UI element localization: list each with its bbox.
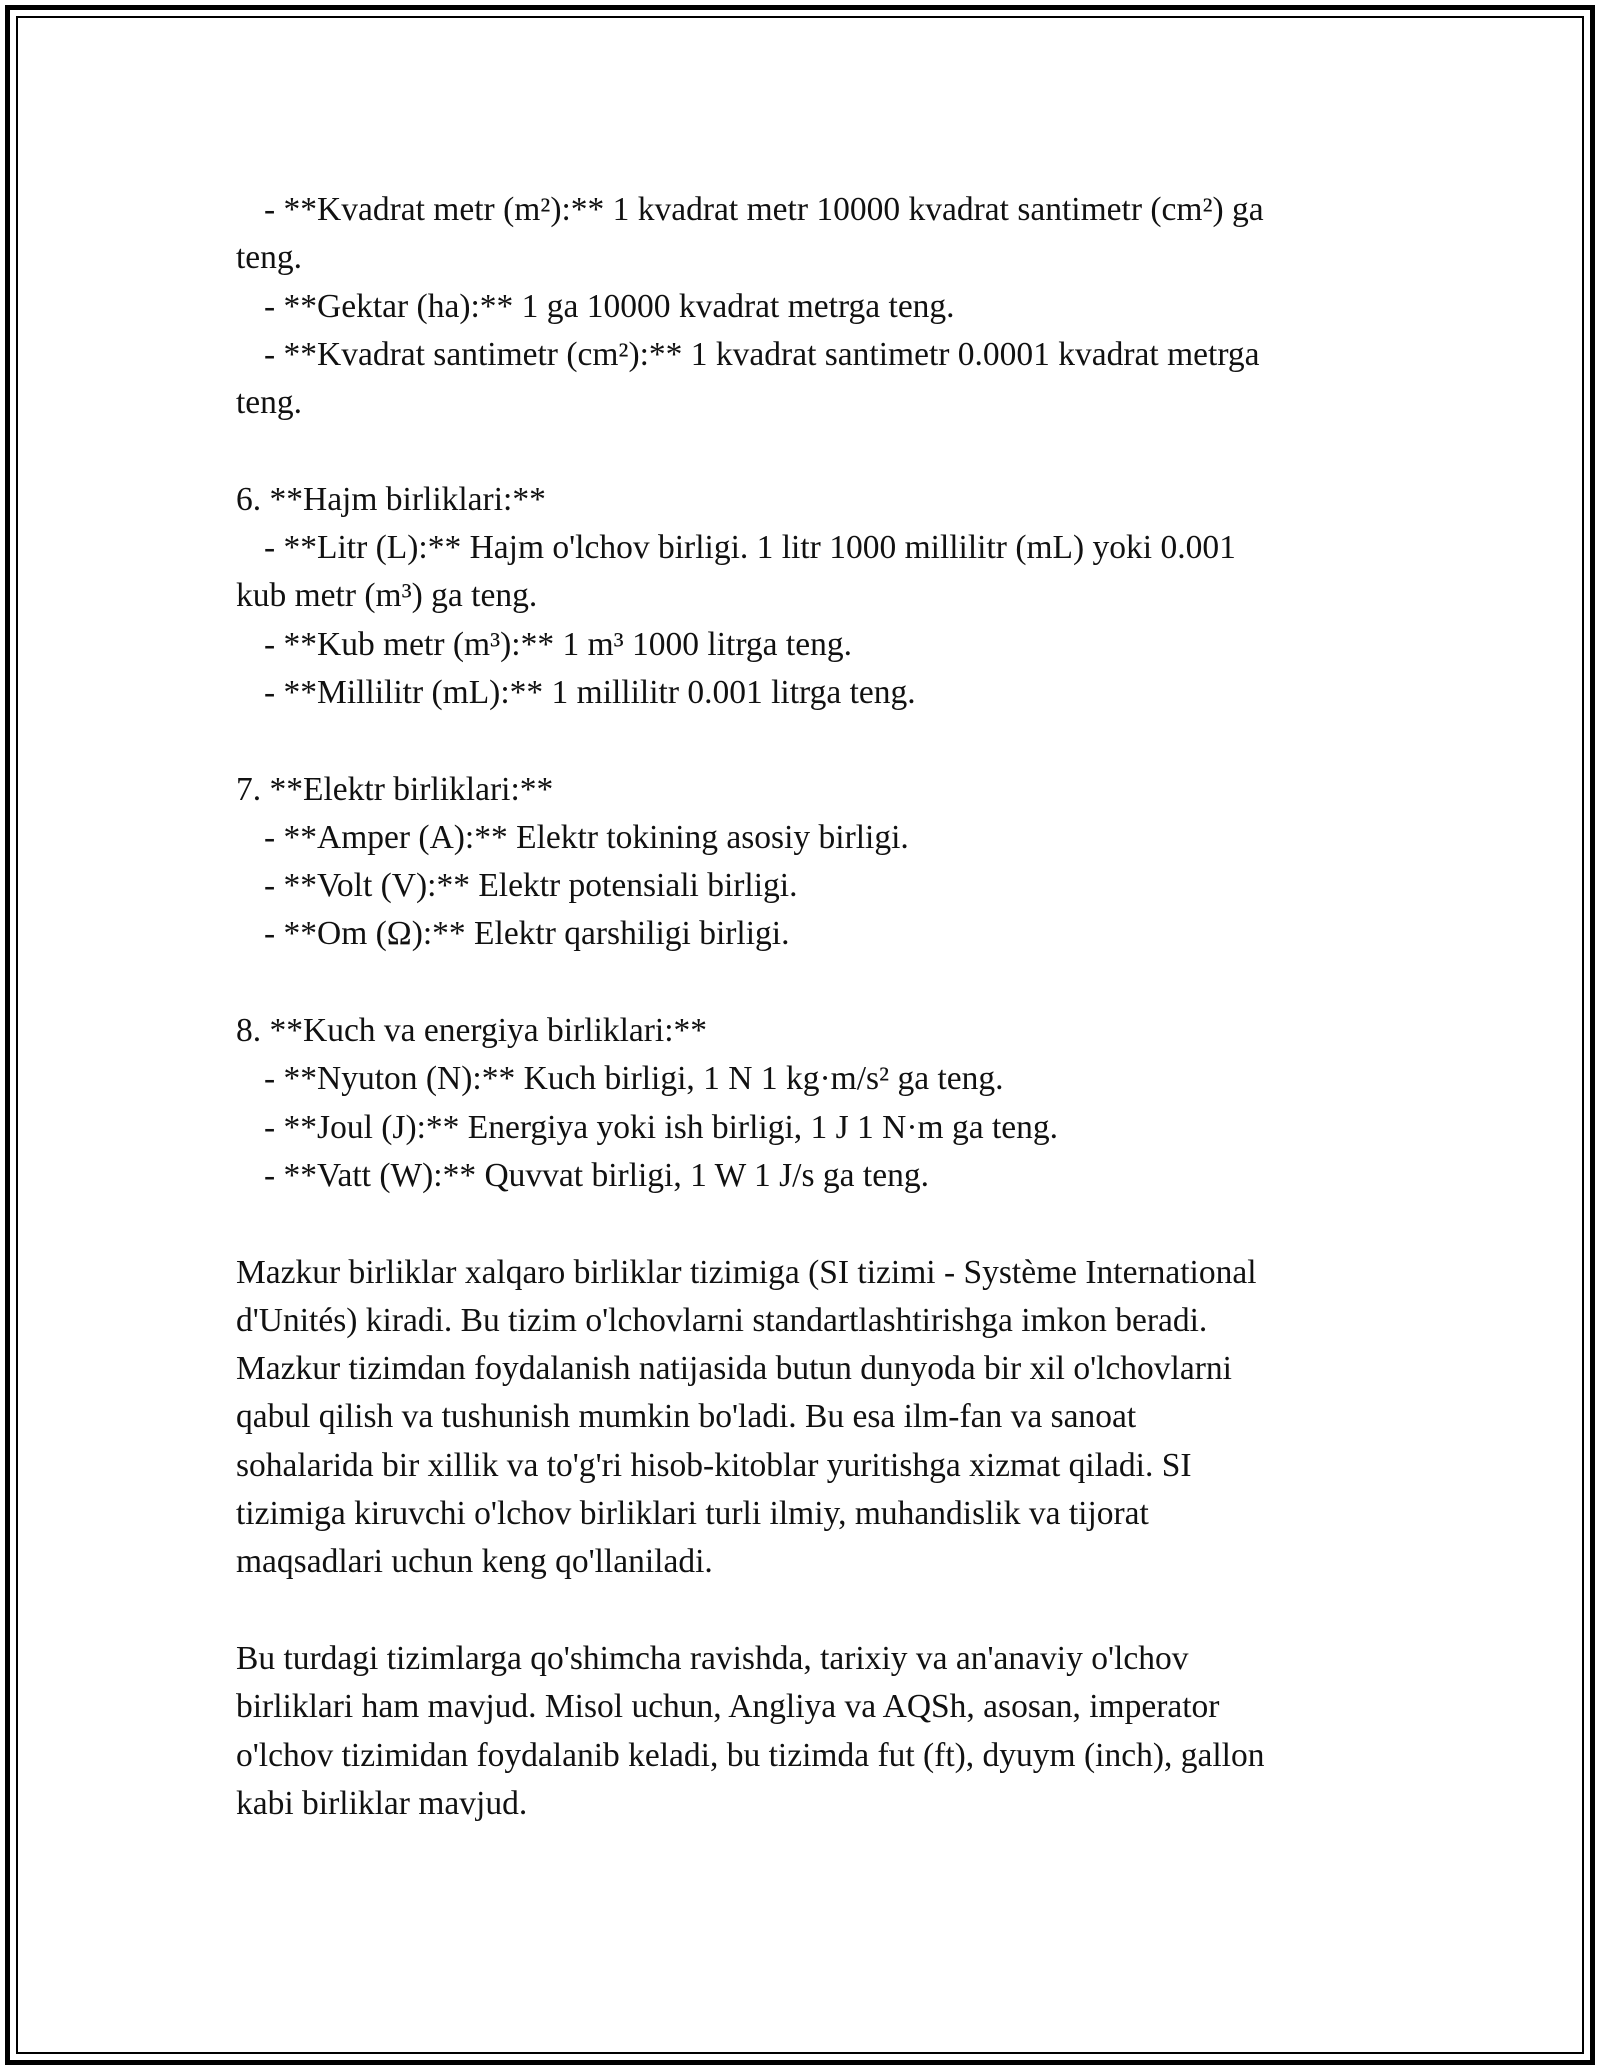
spacer — [236, 717, 1366, 765]
list-item-millilitre: - **Millilitr (mL):** 1 millilitr 0.001 litrga teng. — [264, 673, 916, 711]
paragraph-line: d'Unités) kiradi. Bu tizim o'lchovlarni standartlashtirishga imkon beradi. — [236, 1301, 1208, 1339]
paragraph-line: maqsadlari uchun keng qo'llaniladi. — [236, 1543, 713, 1581]
list-item-cubic-metre: - **Kub metr (m³):** 1 m³ 1000 litrga teng. — [264, 625, 852, 663]
list-item-ampere: - **Amper (A):** Elektr tokining asosiy birligi. — [264, 818, 909, 856]
spacer — [236, 1587, 1366, 1635]
paragraph-line: Mazkur birliklar xalqaro birliklar tizimiga (SI tizimi - Système International — [236, 1253, 1257, 1291]
paragraph-si-system — [236, 1249, 1366, 1587]
spacer — [236, 1200, 1366, 1248]
list-item-ohm: - **Om (Ω):** Elektr qarshiligi birligi. — [264, 915, 790, 953]
section-heading-electric: 7. **Elektr birliklari:** — [236, 770, 554, 808]
section-heading-volume: 6. **Hajm birliklari:** — [236, 480, 546, 518]
paragraph-line: kabi birliklar mavjud. — [236, 1784, 528, 1822]
paragraph-line: tizimiga kiruvchi o'lchov birliklari turli ilmiy, muhandislik va tijorat — [236, 1495, 1149, 1533]
paragraph-line: qabul qilish va tushunish mumkin bo'ladi. Bu esa ilm-fan va sanoat — [236, 1398, 1137, 1436]
paragraph-line: Mazkur tizimdan foydalanish natijasida butun dunyoda bir xil o'lchovlarni — [236, 1350, 1232, 1388]
spacer — [236, 427, 1366, 475]
section-heading-force-energy: 8. **Kuch va energiya birliklari:** — [236, 1012, 708, 1050]
document-body — [236, 186, 1366, 1828]
paragraph-imperial-system — [236, 1635, 1366, 1828]
paragraph-line: sohalarida bir xillik va to'g'ri hisob-kitoblar yuritishga xizmat qiladi. SI — [236, 1446, 1192, 1484]
list-item-square-metre-cont: teng. — [236, 239, 303, 277]
list-item-newton: - **Nyuton (N):** Kuch birligi, 1 N 1 kg·m/s² ga teng. — [264, 1060, 1004, 1098]
list-item-volt: - **Volt (V):** Elektr potensiali birligi. — [264, 867, 798, 905]
list-item-square-centimetre-cont: teng. — [236, 384, 303, 422]
list-item-joule: - **Joul (J):** Energiya yoki ish birligi, 1 J 1 N·m ga teng. — [264, 1108, 1058, 1146]
paragraph-line: Bu turdagi tizimlarga qo'shimcha ravishda, tarixiy va an'anaviy o'lchov — [236, 1639, 1189, 1677]
list-item-square-metre: - **Kvadrat metr (m²):** 1 kvadrat metr 10000 kvadrat santimetr (cm²) ga — [264, 191, 1264, 228]
list-item-square-centimetre: - **Kvadrat santimetr (cm²):** 1 kvadrat santimetr 0.0001 kvadrat metrga — [264, 335, 1260, 373]
list-item-hectare: - **Gektar (ha):** 1 ga 10000 kvadrat metrga teng. — [264, 287, 955, 325]
list-item-litre: - **Litr (L):** Hajm o'lchov birligi. 1 litr 1000 millilitr (mL) yoki 0.001 — [264, 529, 1236, 567]
list-item-litre-cont: kub metr (m³) ga teng. — [236, 577, 538, 615]
spacer — [236, 959, 1366, 1007]
paragraph-line: birliklari ham mavjud. Misol uchun, Angliya va AQSh, asosan, imperator — [236, 1688, 1220, 1726]
paragraph-line: o'lchov tizimidan foydalanib keladi, bu tizimda fut (ft), dyuym (inch), gallon — [236, 1736, 1265, 1774]
list-item-watt: - **Vatt (W):** Quvvat birligi, 1 W 1 J/s ga teng. — [264, 1156, 929, 1194]
